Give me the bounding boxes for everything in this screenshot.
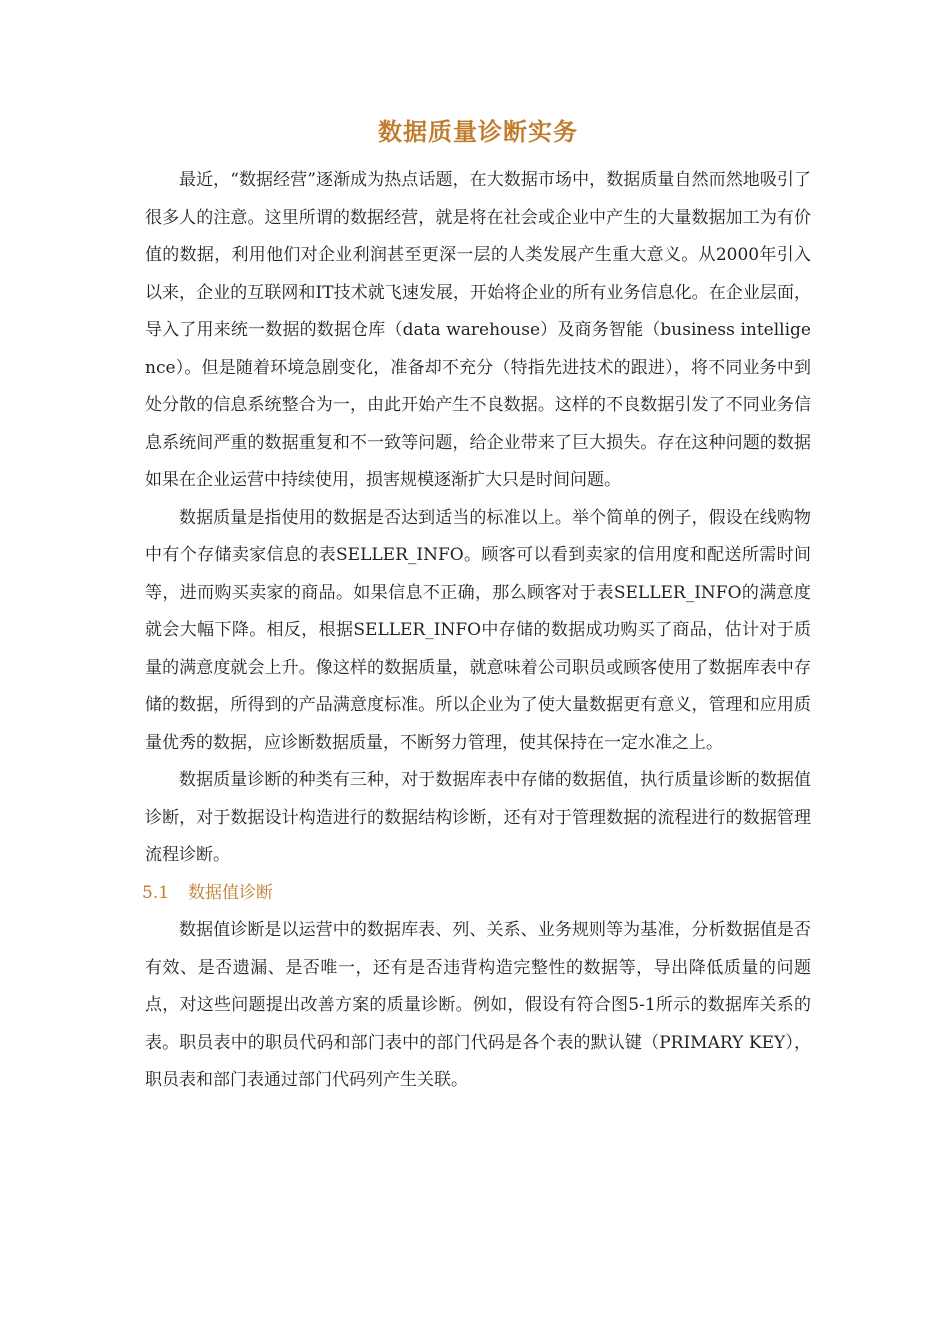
paragraph-diagnosis-types: 数据质量诊断的种类有三种，对于数据库表中存储的数据值，执行质量诊断的数据值诊断，对于数据设计构造进行的数据结构诊断，还有对于管理数据的流程进行的数据管理流程诊断。 <box>145 770 811 865</box>
paragraph-data-management: 最近，“数据经营”逐渐成为热点话题，在大数据市场中，数据质量自然而然地吸引了很多人的注意。这里所谓的数据经营，就是将在社会或企业中产生的大量数据加工为有价值的数据，利用他们对企业利润甚至更深一层的人类发展产生重大意义。从2000年引入以来，企业的互联网和IT技术就飞速发展，开始将企业的所有业务信息化。在企业层面，导入了用来统一数据的数据仓库（data warehouse）及商务智能（business intelligence）。但是随着环境急剧变化，准备却不充分（特指先进技术的跟进），将不同业务中到处分散的信息系统整合为一，由此开始产生不良数据。这样的不良数据引发了不同业务信息系统间严重的数据重复和不一致等问题，给企业带来了巨大损失。存在这种问题的数据如果在企业运营中持续使用，损害规模逐渐扩大只是时间问题。 <box>145 170 811 490</box>
section-title: 数据值诊断 <box>188 882 273 903</box>
section-number: 5.1 <box>142 882 170 903</box>
section-heading <box>142 875 811 913</box>
document-page <box>142 110 811 1100</box>
paragraph-data-quality-definition: 数据质量是指使用的数据是否达到适当的标准以上。举个简单的例子，假设在线购物中有个存储卖家信息的表SELLER_INFO。顾客可以看到卖家的信用度和配送所需时间等，进而购买卖家的商品。如果信息不正确，那么顾客对于表SELLER_INFO的满意度就会大幅下降。相反，根据SELLER_INFO中存储的数据成功购买了商品，估计对于质量的满意度就会上升。像这样的数据质量，就意味着公司职员或顾客使用了数据库表中存储的数据，所得到的产品满意度标准。所以企业为了使大量数据更有意义，管理和应用质量优秀的数据，应诊断数据质量，不断努力管理，使其保持在一定水准之上。 <box>145 507 811 753</box>
paragraph-value-diagnosis: 数据值诊断是以运营中的数据库表、列、关系、业务规则等为基准，分析数据值是否有效、是否遗漏、是否唯一，还有是否违背构造完整性的数据等，导出降低质量的问题点，对这些问题提出改善方案的质量诊断。例如，假设有符合图5-1所示的数据库关系的表。职员表中的职员代码和部门表中的部门代码是各个表的默认键（PRIMARY KEY），职员表和部门表通过部门代码列产生关联。 <box>145 920 811 1090</box>
document-title: 数据质量诊断实务 <box>378 117 578 146</box>
